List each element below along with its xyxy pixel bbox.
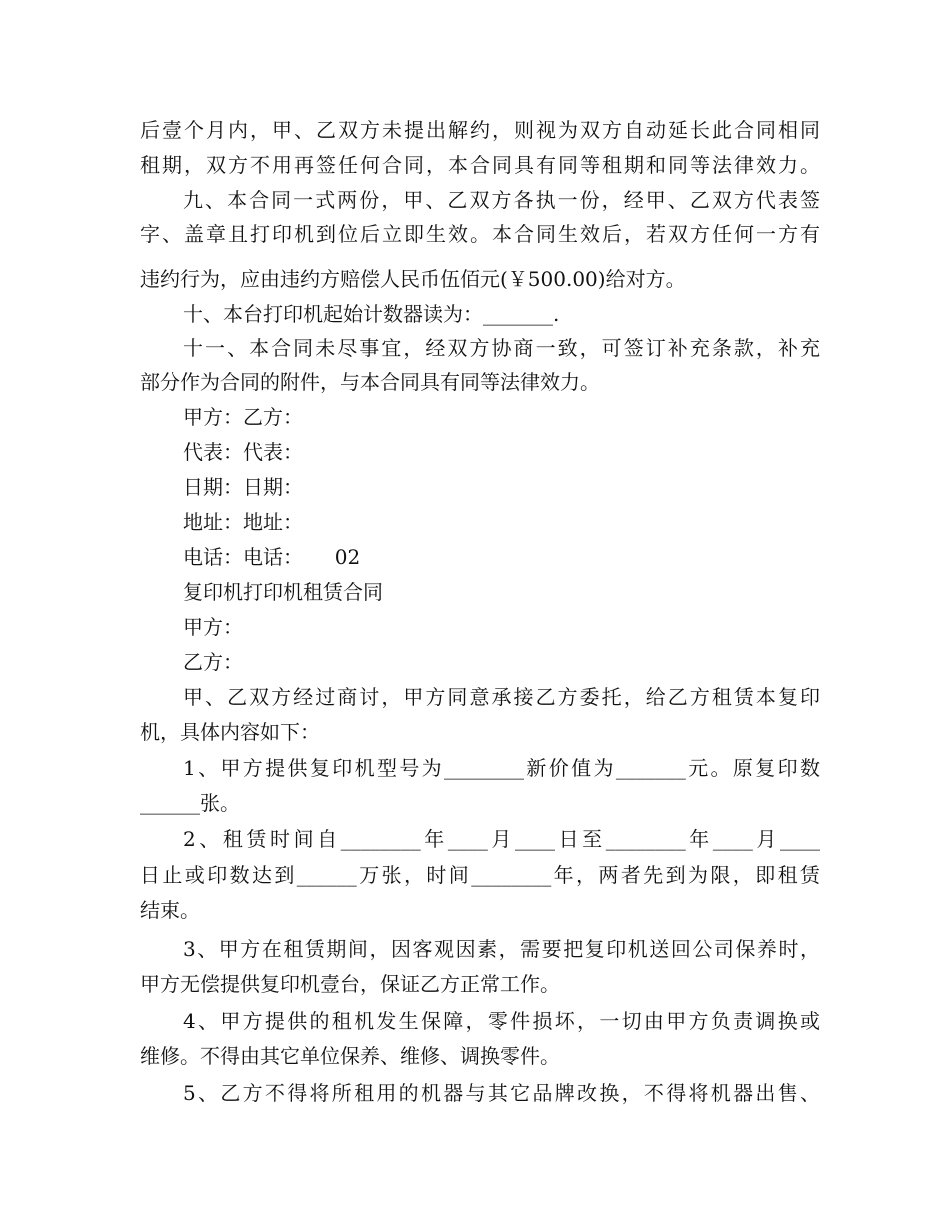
text-line: 4、甲方提供的租机发生保障，零件损坏，一切由甲方负责调换或: [183, 1009, 820, 1033]
text-line: 1、甲方提供复印机型号为________新价值为_______元。原复印数: [183, 756, 820, 780]
text-line: 字、盖章且打印机到位后立即生效。本合同生效后，若双方任何一方有: [140, 222, 820, 246]
signature-line-phone: 电话：电话： 02: [183, 545, 361, 569]
text-line: 甲方无偿提供复印机壹台，保证乙方正常工作。: [140, 972, 560, 996]
party-a-line: 甲方：: [183, 615, 243, 639]
text-line: 十一、本合同未尽事宜，经双方协商一致，可签订补充条款，补充: [183, 336, 820, 360]
text-line: 租期，双方不用再签任何合同，本合同具有同等租期和同等法律效力。: [140, 153, 820, 177]
text-line: 部分作为合同的附件，与本合同具有同等法律效力。: [140, 370, 600, 394]
text-line: 2、租赁时间自________年____月____日至________年____月____: [183, 827, 820, 851]
text-line: 甲、乙双方经过商讨，甲方同意承接乙方委托，给乙方租赁本复印: [183, 685, 820, 709]
party-b-line: 乙方：: [183, 650, 243, 674]
text-line: 后壹个月内，甲、乙双方未提出解约，则视为双方自动延长此合同相同: [140, 118, 820, 142]
text-line: 机，具体内容如下：: [140, 720, 320, 744]
signature-line-address: 地址：地址：: [183, 510, 303, 534]
contract-title: 复印机打印机租赁合同: [183, 580, 383, 604]
signature-line-date: 日期：日期：: [183, 475, 303, 499]
text-line: 结束。: [140, 898, 200, 922]
text-line: 5、乙方不得将所租用的机器与其它品牌改换，不得将机器出售、: [183, 1081, 820, 1105]
text-line: 九、本合同一式两份，甲、乙双方各执一份，经甲、乙双方代表签: [183, 188, 820, 212]
text-line: 3、甲方在租赁期间，因客观因素，需要把复印机送回公司保养时，: [183, 937, 820, 961]
text-line: 日止或印数达到______万张，时间________年，两者先到为限，即租赁: [140, 863, 820, 887]
text-line: 维修。不得由其它单位保养、维修、调换零件。: [140, 1044, 560, 1068]
signature-line-party: 甲方：乙方：: [183, 405, 303, 429]
signature-line-representative: 代表：代表：: [183, 440, 303, 464]
text-line: ______张。: [140, 791, 240, 815]
text-line: 十、本台打印机起始计数器读为：_______.: [183, 302, 560, 326]
text-line: 违约行为，应由违约方赔偿人民币伍佰元(￥500.00)给对方。: [140, 267, 686, 291]
